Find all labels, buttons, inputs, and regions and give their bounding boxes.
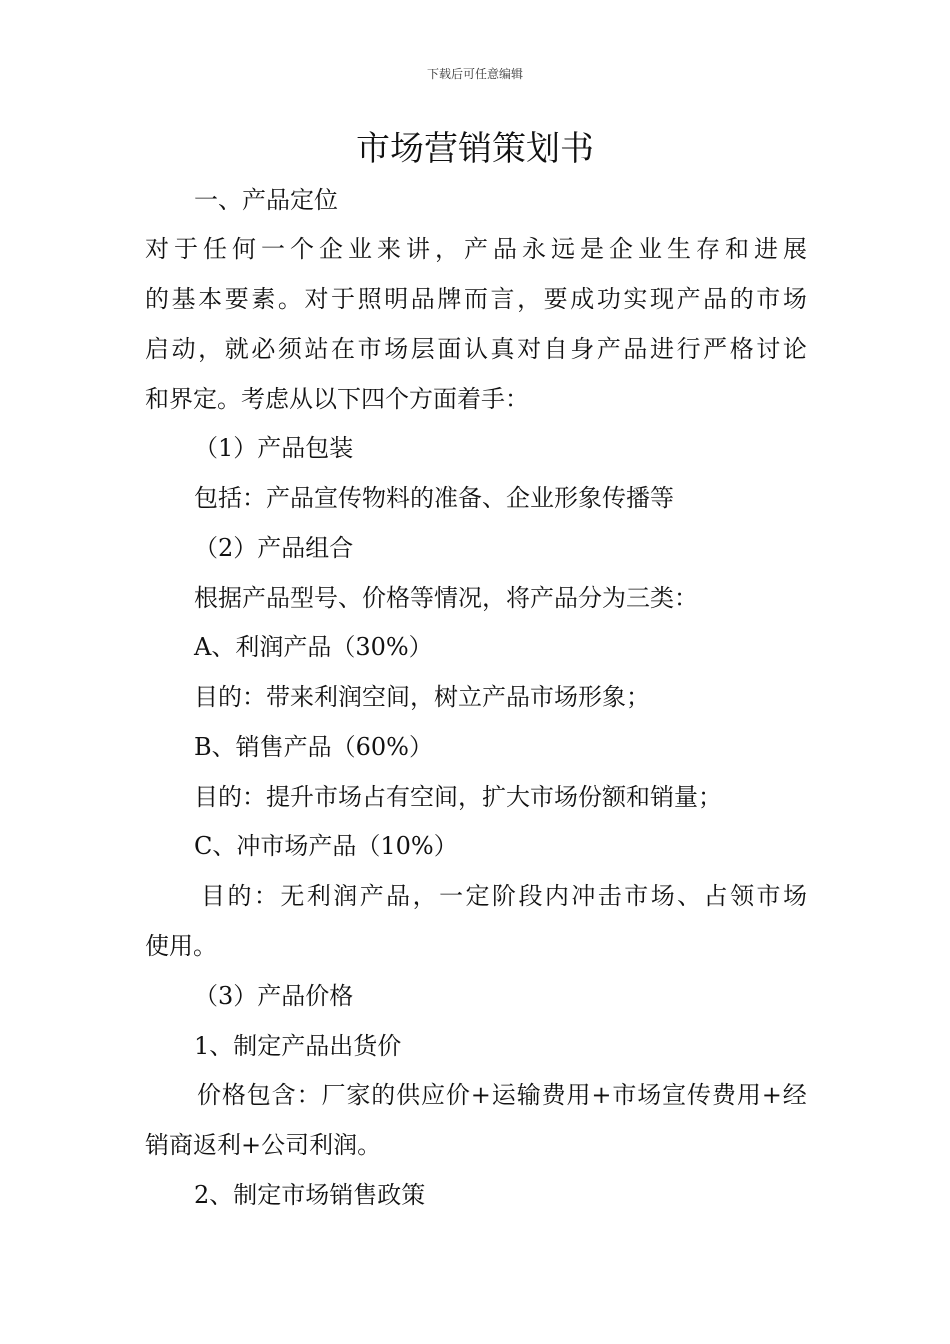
list-item-profit-product: A、利润产品（30%） [194,633,433,661]
text-char: 品 [703,285,728,313]
subsection-heading-combination: （2）产品组合 [194,534,354,562]
text-char: 站 [304,335,329,363]
text-char: 家 [346,1081,371,1109]
text-char: 讨 [756,335,781,363]
text-char: 动 [171,335,196,363]
text-char: 素 [251,285,276,313]
text-char: 内 [544,882,569,910]
text-char: 来 [377,235,401,263]
text-char: 运 [491,1081,516,1109]
text-char: 产 [359,882,384,910]
text-char: 利 [306,882,331,910]
text-char: ， [517,285,542,313]
text-char: ， [412,882,437,910]
text-char: 对 [517,335,542,363]
text-char: 牌 [437,285,462,313]
text-char: 本 [198,285,223,313]
text-char: 无 [280,882,305,910]
text-char: 用 [736,1081,761,1109]
text-char: 业 [348,235,372,263]
paragraph-line: 使用。 [145,932,217,960]
text-char: 对 [145,235,169,263]
text-char: 言 [490,285,515,313]
text-char: 场 [384,335,409,363]
text-char: 市 [357,335,382,363]
paragraph-line [145,282,807,316]
text-char: 定 [465,882,490,910]
text-char: 、 [677,882,702,910]
text-char: 启 [145,335,169,363]
paragraph-line [145,879,807,913]
paragraph-line [145,332,807,366]
text-char: 领 [730,882,755,910]
text-char: 现 [649,285,674,313]
text-char: 应 [421,1081,446,1109]
text-char: 进 [754,235,778,263]
text-char: 永 [522,235,546,263]
text-char: 润 [333,882,358,910]
text-char: 企 [609,235,633,263]
subsection-heading-price: （3）产品价格 [194,982,354,1010]
text-char: 要 [543,285,568,313]
text-char: 必 [251,335,276,363]
text-char: 含 [271,1081,296,1109]
text-char: + [761,1081,782,1109]
text-char: 于 [174,235,198,263]
text-char: 展 [783,235,807,263]
paragraph-line [145,1078,807,1112]
document-title: 市场营销策划书 [356,129,594,169]
text-char: 面 [437,335,462,363]
text-char: 场 [782,882,807,910]
text-char: ： [253,882,278,910]
text-char: 远 [551,235,575,263]
text-char: 就 [224,335,249,363]
text-char: 真 [490,335,515,363]
text-char: 业 [638,235,662,263]
text-char: 要 [224,285,249,313]
text-char: 功 [596,285,621,313]
text-char: 进 [649,335,674,363]
text-char: 品 [623,335,648,363]
text-char: 生 [667,235,691,263]
text-char: 基 [171,285,196,313]
page-header: 下载后可任意编辑 [426,67,523,81]
text-char: 的 [145,285,169,313]
paragraph-line: 根据产品型号、价格等情况，将产品分为三类： [194,584,698,612]
text-char: 任 [203,235,227,263]
text-char: 身 [570,335,595,363]
text-char: 市 [624,882,649,910]
text-char: 的 [371,1081,396,1109]
paragraph-line: 包括：产品宣传物料的准备、企业形象传播等 [194,484,674,512]
text-char: 经 [782,1081,807,1109]
text-char: 市 [756,882,781,910]
text-char: 一 [439,882,464,910]
text-char: 市 [756,285,781,313]
text-char: 场 [650,882,675,910]
list-item-sales-product: B、销售产品（60%） [194,733,433,761]
text-char: ： [296,1081,321,1109]
text-char: 费 [541,1081,566,1109]
text-char: 用 [566,1081,591,1109]
text-char: 明 [384,285,409,313]
text-char: 品 [386,882,411,910]
paragraph-line [145,232,807,266]
text-char: + [470,1081,491,1109]
text-char: ， [435,235,459,263]
list-item-factory-price: 1、制定产品出货价 [194,1032,402,1060]
text-char: 阶 [491,882,516,910]
text-char: 市 [612,1081,637,1109]
text-char: 产 [676,285,701,313]
text-char: 何 [232,235,256,263]
text-char: 层 [410,335,435,363]
text-char: 于 [331,285,356,313]
text-char: 是 [580,235,604,263]
text-char: 厂 [321,1081,346,1109]
text-char: 输 [516,1081,541,1109]
text-char: 宣 [662,1081,687,1109]
text-char: 对 [304,285,329,313]
text-char: 品 [493,235,517,263]
text-char: 自 [543,335,568,363]
text-char: 价 [445,1081,470,1109]
text-char: 目 [201,882,225,910]
text-char: 传 [687,1081,712,1109]
text-char: 照 [357,285,382,313]
paragraph-line: 目的：带来利润空间，树立产品市场形象； [194,683,650,711]
text-char: 一 [261,235,285,263]
text-char: 论 [782,335,807,363]
text-char: 产 [464,235,488,263]
text-char: 和 [725,235,749,263]
text-char: 段 [518,882,543,910]
text-char: 而 [463,285,488,313]
text-char: 品 [410,285,435,313]
text-char: 认 [463,335,488,363]
section-heading-product-positioning: 一、产品定位 [194,186,338,214]
text-char: 存 [696,235,720,263]
text-char: + [591,1081,612,1109]
text-char: 的 [729,285,754,313]
text-char: 企 [319,235,343,263]
text-char: 。 [277,285,302,313]
text-char: 格 [729,335,754,363]
text-char: 成 [570,285,595,313]
text-char: 产 [596,335,621,363]
list-item-sales-policy: 2、制定市场销售政策 [194,1181,426,1209]
text-char: ， [198,335,223,363]
text-char: 在 [331,335,356,363]
text-char: 包 [246,1081,271,1109]
list-item-market-product: C、冲市场产品（10%） [194,832,458,860]
text-char: 须 [277,335,302,363]
paragraph-line: 销商返利+公司利润。 [145,1131,382,1159]
text-char: 个 [290,235,314,263]
text-char: 严 [703,335,728,363]
text-char: 场 [637,1081,662,1109]
text-char: 费 [711,1081,736,1109]
subsection-heading-packaging: （1）产品包装 [194,434,354,462]
text-char: 冲 [571,882,596,910]
text-char: 的 [227,882,252,910]
text-char: 价 [197,1081,221,1109]
text-char: 击 [597,882,622,910]
paragraph-line: 和界定。考虑从以下四个方面着手： [145,385,529,413]
text-char: 供 [396,1081,421,1109]
text-char: 行 [676,335,701,363]
paragraph-line: 目的：提升市场占有空间，扩大市场份额和销量； [194,783,722,811]
text-char: 讲 [406,235,430,263]
text-char: 占 [703,882,728,910]
text-char: 场 [782,285,807,313]
text-char: 实 [623,285,648,313]
text-char: 格 [221,1081,246,1109]
